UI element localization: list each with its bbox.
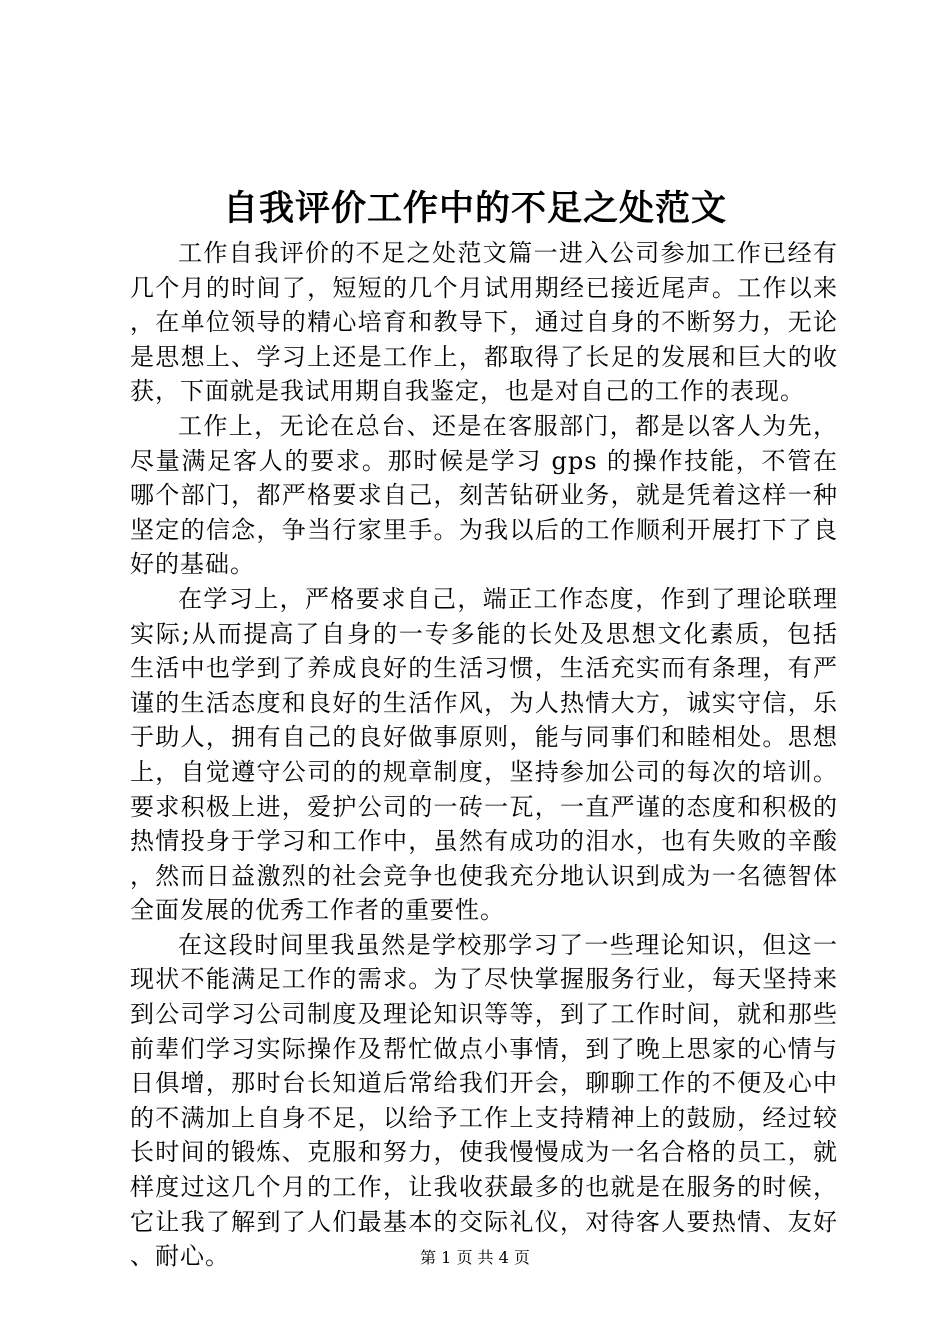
page-number-footer: 第 1 页 共 4 页 (420, 1248, 530, 1267)
paragraph-2: 工作上，无论在总台、还是在客服部门，都是以客人为先，尽量满足客人的要求。那时候是学习 gps 的操作技能，不管在哪个部门，都严格要求自己，刻苦钻研业务，就是凭着这样一种坚定的信念，争当行家里手。为我以后的工作顺利开展打下了良好的基础。 (130, 411, 838, 579)
paragraph-4: 在这段时间里我虽然是学校那学习了一些理论知识，但这一现状不能满足工作的需求。为了尽快掌握服务行业，每天坚持来到公司学习公司制度及理论知识等等，到了工作时间，就和那些前辈们学习实际操作及帮忙做点小事情，到了晚上思家的心情与日俱增，那时台长知道后常给我们开会，聊聊工作的不便及心中的不满加上自身不足，以给予工作上支持精神上的鼓励，经过较长时间的锻炼、克服和努力，使我慢慢成为一名合格的员工，就样度过这几个月的工作，让我收获最多的也就是在服务的时候，它让我了解到了人们最基本的交际礼仪，对待客人要热情、友好、耐心。 (130, 930, 838, 1271)
paragraph-3: 在学习上，严格要求自己，端正工作态度，作到了理论联理实际;从而提高了自身的一专多能的长处及思想文化素质，包括生活中也学到了养成良好的生活习惯，生活充实而有条理，有严谨的生活态度和良好的生活作风，为人热情大方，诚实守信，乐于助人，拥有自己的良好做事原则，能与同事们和睦相处。思想上，自觉遵守公司的的规章制度，坚持参加公司的每次的培训。要求积极上进，爱护公司的一砖一瓦，一直严谨的态度和积极的热情投身于学习和工作中，虽然有成功的泪水，也有失败的辛酸，然而日益激烈的社会竞争也使我充分地认识到成为一名德智体全面发展的优秀工作者的重要性。 (130, 584, 838, 925)
paragraph-1: 工作自我评价的不足之处范文篇一进入公司参加工作已经有几个月的时间了，短短的几个月试用期经已接近尾声。工作以来，在单位领导的精心培育和教导下，通过自身的不断努力，无论是思想上、学习上还是工作上，都取得了长足的发展和巨大的收获，下面就是我试用期自我鉴定，也是对自己的工作的表现。 (130, 239, 838, 406)
document-title: 自我评价工作中的不足之处范文 (222, 188, 727, 229)
document-body (130, 236, 838, 1274)
